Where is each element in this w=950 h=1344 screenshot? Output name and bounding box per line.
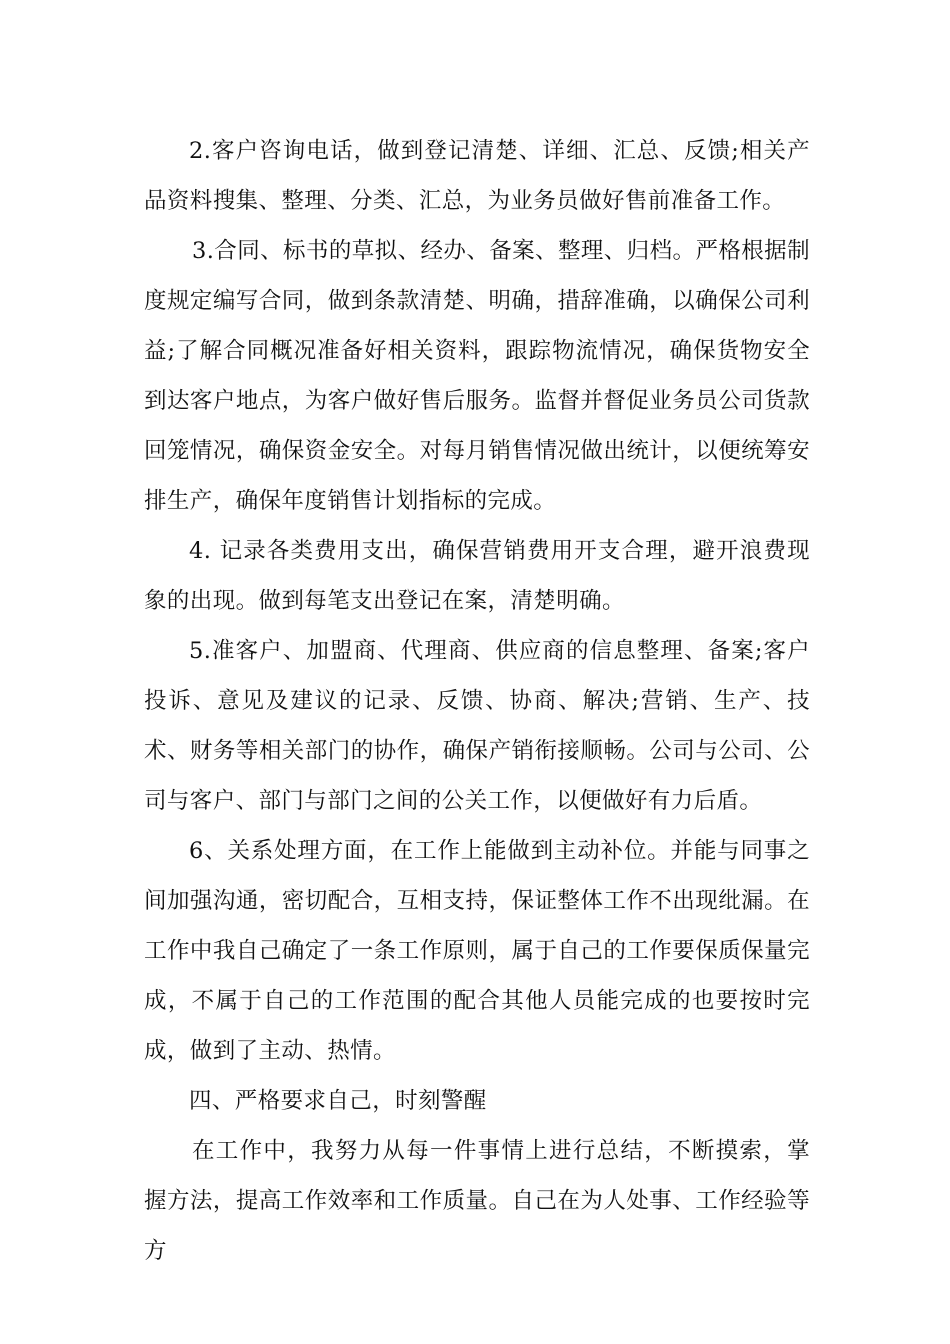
section-heading-4: 四、严格要求自己，时刻警醒 — [189, 1088, 487, 1114]
paragraph-item-5: 5.准客户、加盟商、代理商、供应商的信息整理、备案;客户投诉、意见及建议的记录、反馈、协商、解决;营销、生产、技术、财务等相关部门的协作，确保产销衔接顺畅。公司与公司、公司与客户、部门与部门之间的公关工作，以便做好有力后盾。 — [144, 638, 810, 814]
document-body — [144, 126, 810, 1276]
paragraph-item-6: 6、关系处理方面，在工作上能做到主动补位。并能与同事之间加强沟通，密切配合，互相支持，保证整体工作不出现纰漏。在工作中我自己确定了一条工作原则，属于自己的工作要保质保量完成，不属于自己的工作范围的配合其他人员能完成的也要按时完成，做到了主动、热情。 — [144, 838, 810, 1064]
paragraph-item-4: 4. 记录各类费用支出，确保营销费用开支合理，避开浪费现象的出现。做到每笔支出登记在案，清楚明确。 — [144, 538, 810, 614]
paragraph-work-summary: 在工作中，我努力从每一件事情上进行总结，不断摸索，掌握方法，提高工作效率和工作质量。自己在为人处事、工作经验等方 — [144, 1138, 810, 1264]
paragraph-item-3: 3.合同、标书的草拟、经办、备案、整理、归档。严格根据制度规定编写合同，做到条款清楚、明确，措辞准确，以确保公司利益;了解合同概况准备好相关资料，跟踪物流情况，确保货物安全到达客户地点，为客户做好售后服务。监督并督促业务员公司货款回笼情况，确保资金安全。对每月销售情况做出统计，以便统筹安排生产，确保年度销售计划指标的完成。 — [144, 238, 810, 514]
paragraph-item-2: 2.客户咨询电话，做到登记清楚、详细、汇总、反馈;相关产品资料搜集、整理、分类、汇总，为业务员做好售前准备工作。 — [144, 138, 810, 214]
